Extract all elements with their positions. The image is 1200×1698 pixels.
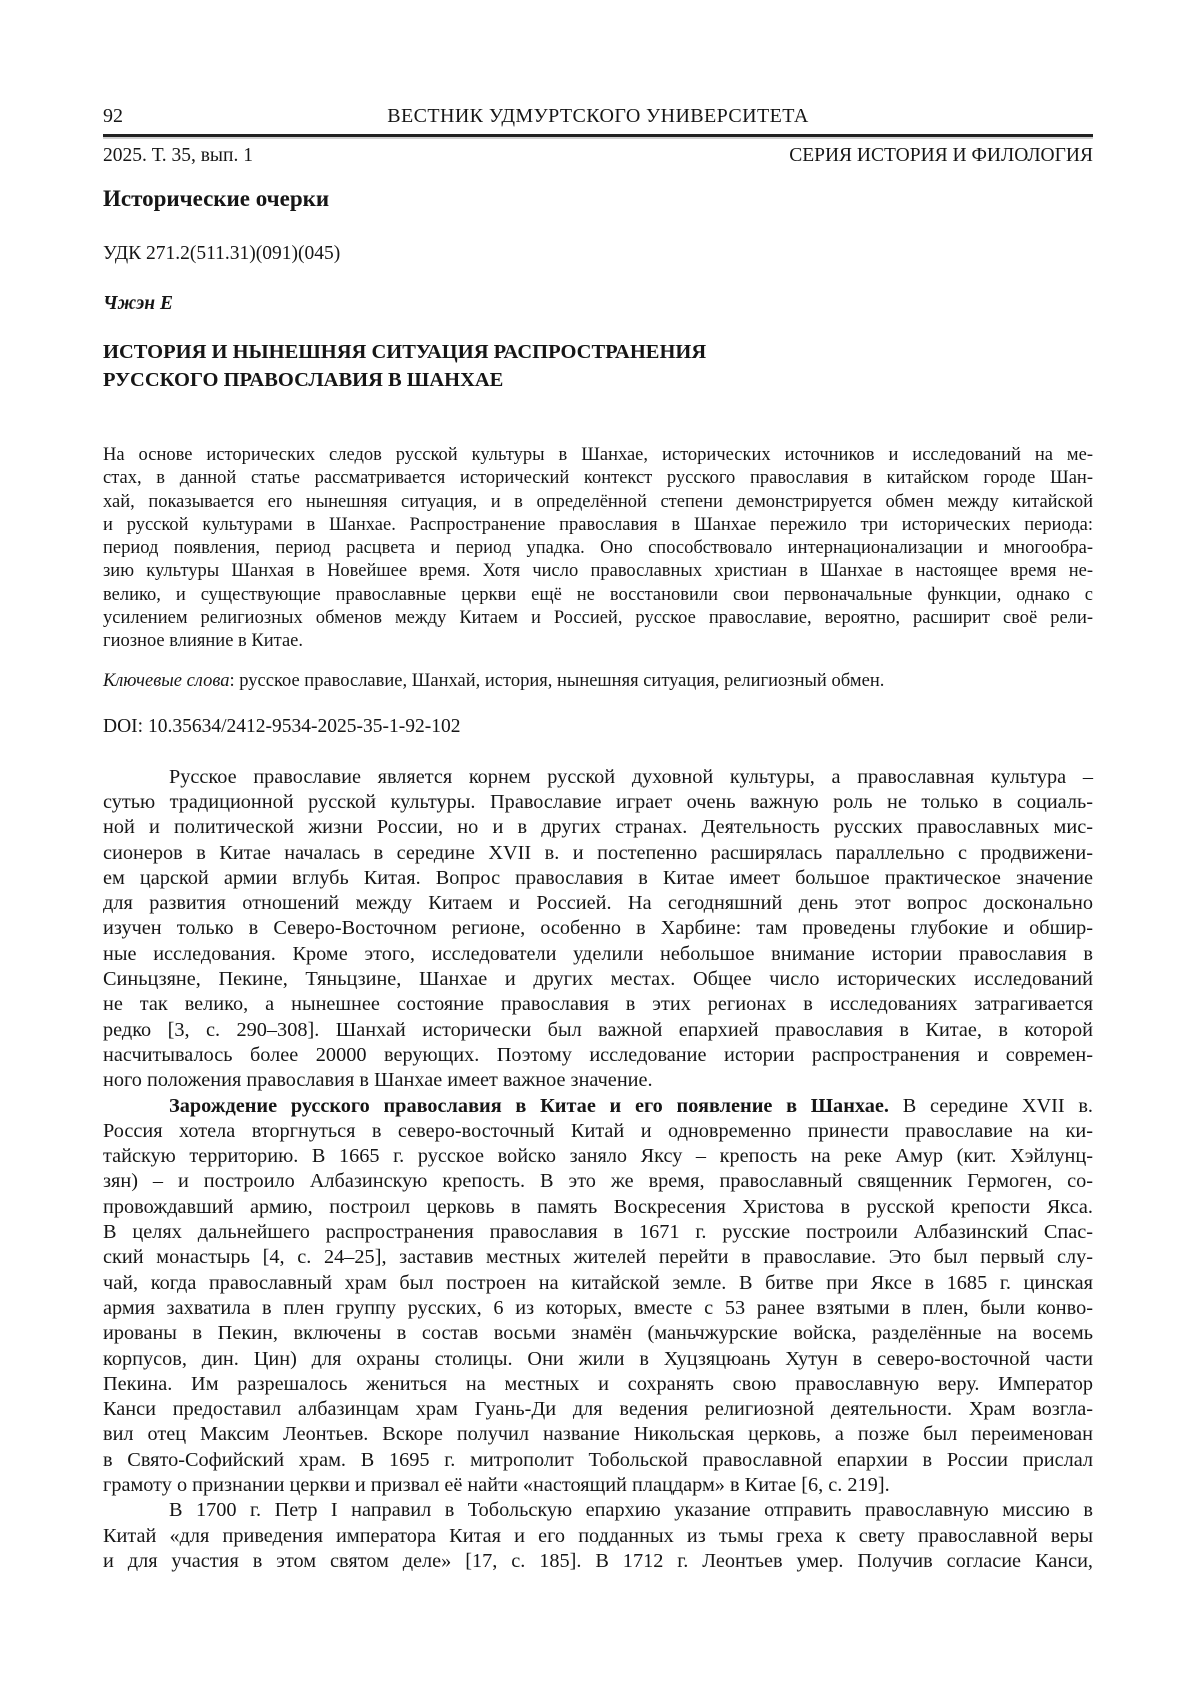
text-line: Канси предоставил албазинцам храм Гуань-Ди для ведения религиозной деятельности. Храм возгла- [103,1398,1093,1421]
text-line: корпусов, дин. Цин) для охраны столицы. Они жили в Хуцзяцюань Хутун в северо-восточной части [103,1347,1093,1370]
text-line: и русской культурами в Шанхае. Распространение православия в Шанхае пережило три исторических периода: [103,514,1093,535]
text-line: тайскую территорию. В 1665 г. русское войско заняло Яксу – крепость на реке Амур (кит. Хэйлунц- [103,1145,1093,1168]
section-heading: Исторические очерки [103,186,330,211]
text-line: зию культуры Шанхая в Новейшее время. Хотя число православных христиан в Шанхае в настоящее время не- [103,561,1093,582]
issue-info: 2025. Т. 35, вып. 1 [103,145,253,166]
text-line: В целях дальнейшего распространения православия в 1671 г. русские построили Албазинский Спас- [103,1221,1093,1244]
text-line: чай, когда православный храм был построен на китайской земле. В битве при Яксе в 1685 г. цинская [103,1271,1093,1294]
text-line: усилением религиозных обменов между Китаем и Россией, русское православие, вероятно, расширит своё рели- [103,608,1093,629]
text-line: ной и политической жизни России, но и в других странах. Деятельность русских православных мис- [103,816,1093,839]
keywords-label: Ключевые слова [103,670,230,691]
text-line: Синьцзяне, Пекине, Тяньцзине, Шанхае и других местах. Общее число исторических исследований [103,968,1093,991]
header-rule [103,134,1093,137]
text-line: ированы в Пекин, включены в состав восьми знамён (маньчжурские войска, разделённые на восемь [103,1322,1093,1345]
text-line: ский монастырь [4, с. 24–25], заставив местных жителей перейти в православие. Это был первый слу- [103,1246,1093,1269]
text-line: На основе исторических следов русской культуры в Шанхае, исторических источников и исследований на ме- [103,445,1093,465]
text-line: Китай «для приведения императора Китая и его подданных из тьмы греха к свету православной веры [103,1524,1093,1547]
text-line: в Свято-Софийский храм. В 1695 г. митрополит Тобольской православной епархии в России прислал [103,1448,1093,1471]
text-line: грамоту о признании церкви и призвал её найти «настоящий плацдарм» в Китае [6, с. 219]. [103,1473,890,1496]
text-line: и для участия в этом святом деле» [17, с. 185]. В 1712 г. Леонтьев умер. Получив согласие Канси, [103,1549,1093,1572]
text-line: изучен только в Северо-Восточном регионе, особенно в Харбине: там проведены глубокие и обшир- [103,917,1093,940]
text-line: насчитывалось более 20000 верующих. Поэтому исследование истории распространения и современ- [103,1043,1093,1066]
text-line: для развития отношений между Китаем и Россией. На сегодняшний день этот вопрос досконально [103,892,1093,915]
abstract-text [103,444,1093,654]
journal-title: ВЕСТНИК УДМУРТСКОГО УНИВЕРСИТЕТА [387,105,809,127]
text-line: гиозное влияние в Китае. [103,631,303,652]
text-line: Россия хотела вторгнуться в северо-восточный Китай и одновременно принести православие на ки- [103,1119,1093,1142]
author-name: Чжэн Е [103,293,173,314]
page-number: 92 [103,105,123,127]
header-subrow [103,144,1093,168]
text-line: велико, и существующие православные церкви ещё не восстановили свои первоначальные функции, однако с [103,584,1093,605]
article-body [103,765,1093,1575]
text-line: сутью традиционной русской культуры. Православие играет очень важную роль не только в социаль- [103,790,1093,813]
text-line: Пекина. Им разрешалось жениться на местных и сохранять свою православную веру. Император [103,1372,1093,1395]
text-line: зян) – и построило Албазинскую крепость. В это же время, православный священник Гермоген, со- [103,1170,1093,1193]
text-line: Русское православие является корнем русской духовной культуры, а православная культура – [169,765,1093,788]
text-line: сионеров в Китае началась в середине XVII в. и постепенно расширялась параллельно с продвижени- [103,841,1093,864]
text-line: армия захватила в плен группу русских, 6 из которых, вместе с 53 ранее взятыми в плен, были конво- [103,1296,1093,1319]
paragraph [103,1094,1093,1499]
text-line: РУССКОГО ПРАВОСЛАВИЯ В ШАНХАЕ [103,369,504,391]
text-line: стах, в данной статье рассматривается исторический контекст русского православия в китайском городе Шан- [103,468,1093,489]
text-line: ИСТОРИЯ И НЫНЕШНЯЯ СИТУАЦИЯ РАСПРОСТРАНЕНИЯ [103,341,707,363]
text-line: ного положения православия в Шанхае имеет важное значение. [103,1069,653,1092]
text-line: провождавший армию, построил церковь в память Воскресения Христова в русской крепости Якса. [103,1195,1093,1218]
keywords-line [103,670,1093,693]
article-title [103,338,1093,394]
text-line: вил отец Максим Леонтьев. Вскоре получил название Никольская церковь, а позже был переименован [103,1423,1093,1446]
text-line: не так велико, а нынешнее состояние православия в этих регионах в исследованиях затрагивается [103,993,1093,1016]
text-line: хай, показывается его нынешняя ситуация, и в определённой степени демонстрируется обмен между китайской [103,491,1093,512]
text-line: В 1700 г. Петр I направил в Тобольскую епархию указание отправить православную миссию в [169,1499,1093,1522]
paragraph [103,1498,1093,1574]
text-line: Зарождение русского православия в Китае и его появление в Шанхае. В середине XVII в. [169,1094,1093,1117]
doi-line: DOI: 10.35634/2412-9534-2025-35-1-92-102 [103,715,461,737]
series-info: СЕРИЯ ИСТОРИЯ И ФИЛОЛОГИЯ [789,145,1093,166]
text-line: ные исследования. Кроме этого, исследователи уделили небольшое внимание истории православия в [103,942,1093,965]
keywords-text: : русское православие, Шанхай, история, нынешняя ситуация, религиозный обмен. [229,670,885,691]
paragraph [103,765,1093,1094]
text-line: период появления, период расцвета и период упадка. Оно способствовало интернационализации и многообра- [103,538,1093,559]
page-header [103,104,1093,128]
bold-lead-text: Зарождение русского православия в Китае и его появление в Шанхае. [169,1094,889,1117]
text-line: ем царской армии вглубь Китая. Вопрос православия в Китае имеет большое практическое значение [103,866,1093,889]
udc-number: УДК 271.2(511.31)(091)(045) [103,243,341,264]
text-line: редко [3, с. 290–308]. Шанхай исторически был важной епархией православия в Китае, в которой [103,1018,1093,1041]
